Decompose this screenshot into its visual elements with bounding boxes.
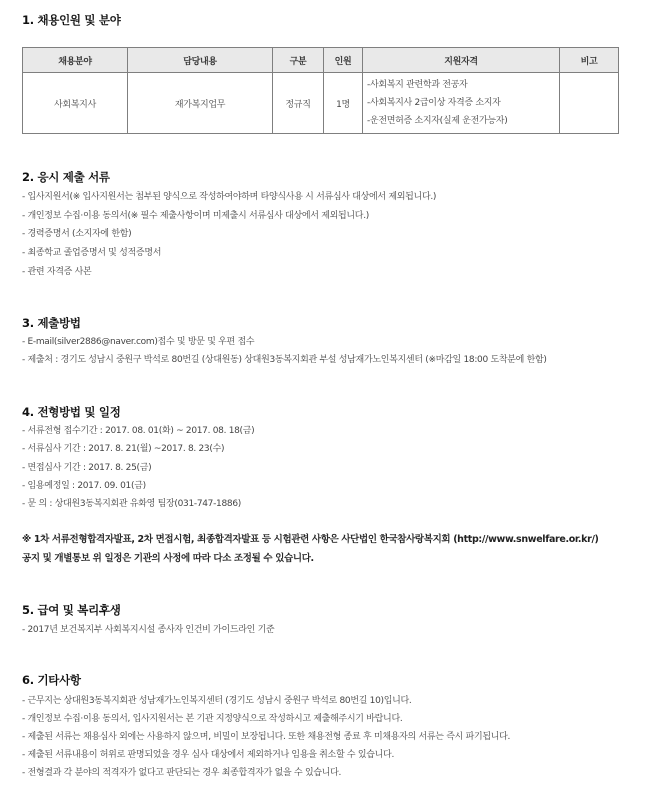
duty-cell: 재가복지업무 <box>128 73 273 134</box>
list-item: - 전형결과 각 분야의 적격자가 없다고 판단되는 경우 최종합격자가 없을 수 있습니다. <box>22 768 342 778</box>
table-header-cell: 비고 <box>560 48 619 73</box>
list-item: - 서류심사 기간 : 2017. 8. 21(월) ~2017. 8. 23(수) <box>22 444 225 454</box>
qualification-item: -사회복지사 2급이상 자격증 소지자 <box>367 98 501 108</box>
list-item: - E-mail(silver2886@naver.com)접수 및 방문 및 우편 접수 <box>22 337 255 347</box>
section-title-documents: 2. 응시 제출 서류 <box>22 170 110 184</box>
section-title-misc: 6. 기타사항 <box>22 673 81 687</box>
section-title-schedule: 4. 전형방법 및 일정 <box>22 405 121 419</box>
table-header-cell: 지원자격 <box>363 48 560 73</box>
table-header-row <box>23 48 619 73</box>
section-title-submission: 3. 제출방법 <box>22 316 81 330</box>
note-cell <box>560 73 619 134</box>
list-item: - 개인정보 수집·이용 동의서, 입사지원서는 본 기관 지정양식으로 작성하시고 제출해주시기 바랍니다. <box>22 714 403 724</box>
list-item: - 서류전형 접수기간 : 2017. 08. 01(화) ~ 2017. 08. 18(금) <box>22 426 255 436</box>
list-item: - 입사지원서(※ 입사지원서는 첨부된 양식으로 작성하여야하며 타양식사용 시 서류심사 대상에서 제외됩니다.) <box>22 192 437 202</box>
table-header-cell: 구분 <box>273 48 324 73</box>
list-item: - 제출된 서류내용이 허위로 판명되었을 경우 심사 대상에서 제외하거나 임용을 취소할 수 있습니다. <box>22 750 395 760</box>
list-item: - 제출된 서류는 채용심사 외에는 사용하지 않으며, 비밀이 보장됩니다. 또한 채용전형 종료 후 미채용자의 서류는 즉시 파기됩니다. <box>22 732 511 742</box>
table-header-cell: 담당내용 <box>128 48 273 73</box>
type-cell: 정규직 <box>273 73 324 134</box>
section-title-salary: 5. 급여 및 복리후생 <box>22 603 121 617</box>
list-item: - 최종학교 졸업증명서 및 성적증명서 <box>22 248 162 258</box>
qualification-item: -사회복지 관련학과 전공자 <box>367 80 468 90</box>
table-row <box>23 73 619 134</box>
qualifications-cell <box>363 73 560 134</box>
list-item: - 근무지는 상대원3동복지회관 성남재가노인복지센터 (경기도 성남시 중원구 박석로 80번길 10)입니다. <box>22 696 412 706</box>
qualification-item: -운전면허증 소지자(실제 운전가능자) <box>367 116 508 126</box>
list-item: - 경력증명서 (소지자에 한함) <box>22 229 132 239</box>
list-item: - 2017년 보건복지부 사회복지시설 종사자 인건비 가이드라인 기준 <box>22 625 275 635</box>
list-item: - 관련 자격증 사본 <box>22 267 92 277</box>
count-cell: 1명 <box>324 73 363 134</box>
table-header-cell: 인원 <box>324 48 363 73</box>
list-item: - 제출처 : 경기도 성남시 중원구 박석로 80번길 (상대원동) 상대원3동복지회관 부설 성남재가노인복지센터 (※마감일 18:00 도착분에 한함) <box>22 355 547 365</box>
list-item: - 개인정보 수집·이용 동의서(※ 필수 제출사항이며 미제출시 서류심사 대상에서 제외됩니다.) <box>22 211 369 221</box>
positions-table <box>22 47 619 134</box>
section-title-positions: 1. 채용인원 및 분야 <box>22 13 121 27</box>
list-item: - 임용예정일 : 2017. 09. 01(금) <box>22 481 146 491</box>
list-item: - 문 의 : 상대원3동복지회관 유화영 팀장(031-747-1886) <box>22 499 241 509</box>
list-item: - 면접심사 기간 : 2017. 8. 25(금) <box>22 463 152 473</box>
table-header-cell: 채용분야 <box>23 48 128 73</box>
schedule-notice: 공지 및 개별통보 위 일정은 기관의 사정에 따라 다소 조정될 수 있습니다. <box>22 553 314 564</box>
field-cell: 사회복지사 <box>23 73 128 134</box>
schedule-notice: ※ 1차 서류전형합격자발표, 2차 면접시험, 최종합격자발표 등 시험관련 사항은 사단법인 한국참사랑복지회 (http://www.snwelfare.or.kr/) <box>22 534 599 545</box>
